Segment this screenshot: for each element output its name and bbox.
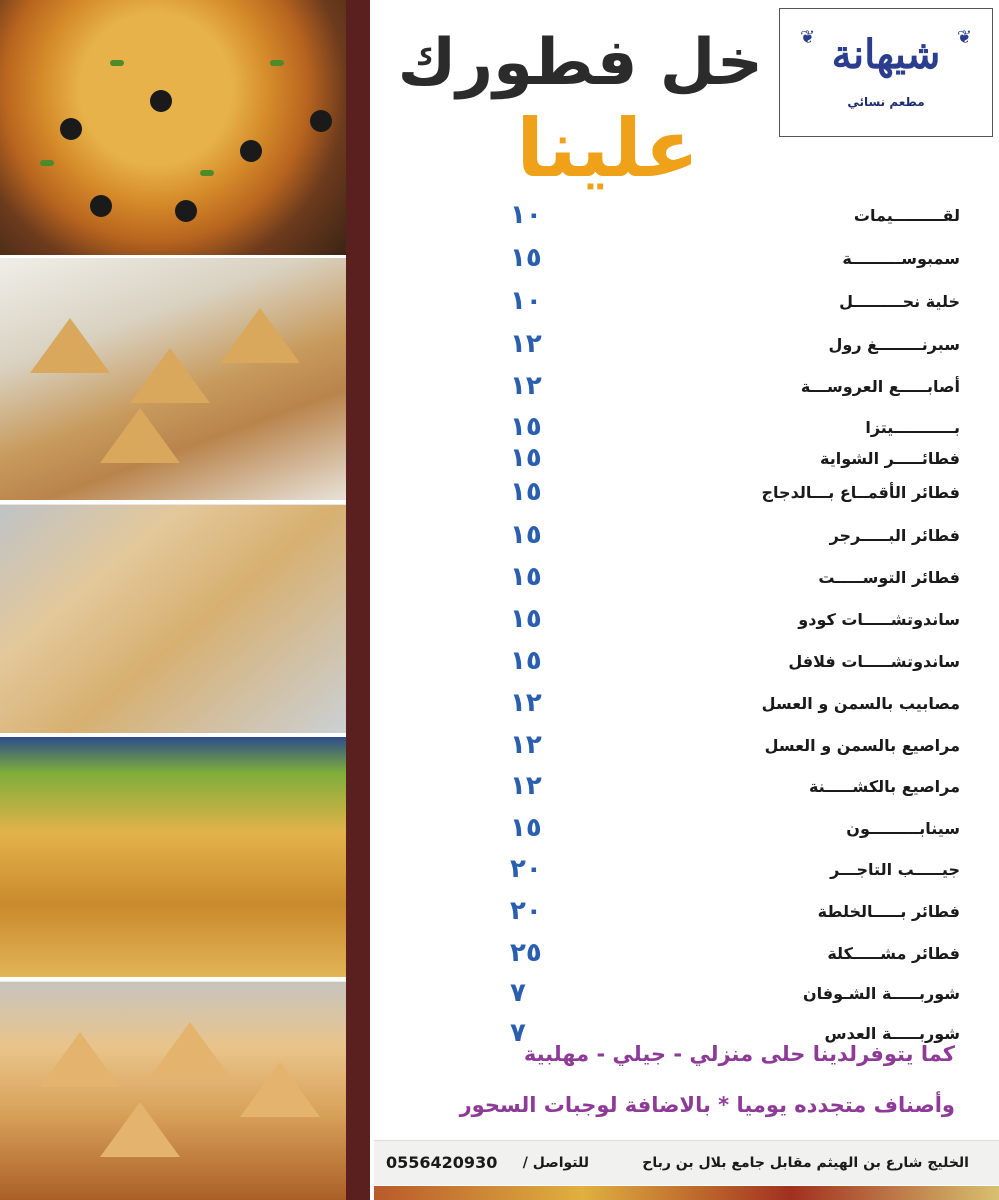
contact-footer	[374, 1140, 999, 1185]
menu-item	[380, 978, 960, 1018]
suhoor-note: وأصناف متجدده يوميا * بالاضافة لوجبات السحور	[459, 1093, 955, 1117]
item-price: ٢٠	[510, 896, 542, 926]
item-price: ١٥	[510, 604, 542, 634]
item-price: ١٥	[510, 243, 542, 273]
item-name: فطائـــــر الشواية	[820, 449, 960, 468]
fatayer-photo	[0, 982, 346, 1200]
olive	[90, 195, 112, 217]
item-name: مصابيب بالسمن و العسل	[761, 694, 960, 713]
item-price: ١٠	[510, 200, 542, 230]
menu-item	[380, 243, 960, 283]
samosa-photo	[0, 258, 346, 500]
logo-name: شيهانة	[831, 31, 941, 78]
olive	[310, 110, 332, 132]
menu-item	[380, 371, 960, 411]
item-name: خلية نحـــــــــل	[839, 292, 960, 311]
menu-item	[380, 477, 960, 517]
decorative-bar	[346, 0, 370, 1200]
menu-item	[380, 730, 960, 770]
herb	[200, 170, 214, 176]
photo-divider	[0, 500, 346, 504]
menu-item	[380, 771, 960, 811]
samosa	[100, 408, 180, 463]
item-price: ١٥	[510, 443, 542, 473]
menu-item	[380, 896, 960, 936]
herb	[270, 60, 284, 66]
menu-item	[380, 562, 960, 602]
menu-item	[380, 520, 960, 560]
menu-item	[380, 604, 960, 644]
olive	[240, 140, 262, 162]
item-name: فطائر مشـــــكلة	[827, 944, 960, 963]
item-name: بـــــــــــيتزا	[865, 418, 960, 437]
photo-divider	[0, 977, 346, 981]
item-price: ٢٥	[510, 938, 542, 968]
contact-label: للتواصل /	[522, 1155, 589, 1171]
item-price: ١٥	[510, 646, 542, 676]
pastry-tray-photo	[0, 505, 346, 733]
restaurant-logo	[779, 8, 993, 137]
item-price: ١٥	[510, 477, 542, 507]
fatayer	[40, 1032, 120, 1087]
item-price: ١٥	[510, 813, 542, 843]
item-price: ١٢	[510, 329, 542, 359]
menu-item	[380, 688, 960, 728]
item-name: مراصيع بالسمن و العسل	[764, 736, 960, 755]
item-price: ١٠	[510, 286, 542, 316]
fatayer	[150, 1022, 230, 1077]
phone-number: 0556420930	[386, 1153, 498, 1172]
item-price: ١٢	[510, 371, 542, 401]
item-name: فطائر بـــــالخلطة	[817, 902, 960, 921]
menu-item	[380, 200, 960, 240]
olive	[175, 200, 197, 222]
fatayer	[240, 1062, 320, 1117]
item-name: جيـــــب التاجـــر	[830, 860, 960, 879]
extras-note: كما يتوفرلدينا حلى منزلي - جيلي - مهلبية	[523, 1042, 955, 1066]
item-name: لقـــــــــيمات	[853, 206, 960, 225]
item-price: ١٥	[510, 562, 542, 592]
herb	[40, 160, 54, 166]
samosa	[220, 308, 300, 363]
menu-item	[380, 938, 960, 978]
ornament-icon: ❦	[956, 27, 972, 48]
olive	[150, 90, 172, 112]
menu-item	[380, 646, 960, 686]
item-name: فطائر البـــــرجر	[829, 526, 960, 545]
item-price: ٧	[510, 1018, 526, 1048]
menu-item	[380, 329, 960, 369]
item-name: فطائر الأقمــاع بـــالدجاج	[761, 483, 960, 502]
item-name: سمبوســـــــــة	[842, 249, 960, 268]
item-price: ١٥	[510, 412, 542, 442]
item-price: ٧	[510, 978, 526, 1008]
headline-line2: علينا	[516, 102, 699, 195]
item-name: سبرنــــــــغ رول	[828, 335, 960, 354]
logo-subtitle: مطعم نسائي	[847, 95, 925, 109]
item-price: ١٥	[510, 520, 542, 550]
samosa	[130, 348, 210, 403]
olive	[60, 118, 82, 140]
item-name: سينابـــــــــون	[846, 819, 960, 838]
item-name: شوربـــــة العدس	[824, 1024, 960, 1043]
item-price: ٢٠	[510, 854, 542, 884]
headline-line1: خل فطورك	[397, 26, 763, 100]
ornament-icon: ❦	[800, 27, 816, 48]
menu-item	[380, 854, 960, 894]
menu-item	[380, 813, 960, 853]
item-name: مراصيع بالكشـــــنة	[808, 777, 960, 796]
food-strip-photo	[374, 1186, 999, 1200]
fatayer	[100, 1102, 180, 1157]
item-price: ١٢	[510, 730, 542, 760]
herb	[110, 60, 124, 66]
item-price: ١٢	[510, 688, 542, 718]
food-photo-column	[0, 0, 346, 1200]
address-text: الخليج شارع بن الهيثم مقابل جامع بلال بن رباح	[642, 1155, 969, 1171]
item-name: شوربـــــة الشـوفان	[802, 984, 960, 1003]
item-name: فطائر التوســـــت	[818, 568, 960, 587]
item-name: ساندوتشـــــات فلافل	[788, 652, 960, 671]
samosa	[30, 318, 110, 373]
menu-item	[380, 286, 960, 326]
fried-pies-photo	[0, 737, 346, 977]
item-name: ساندوتشـــــات كودو	[798, 610, 960, 629]
pizza-photo	[0, 0, 346, 255]
item-price: ١٢	[510, 771, 542, 801]
item-name: أصابـــــع العروســـة	[800, 377, 960, 396]
